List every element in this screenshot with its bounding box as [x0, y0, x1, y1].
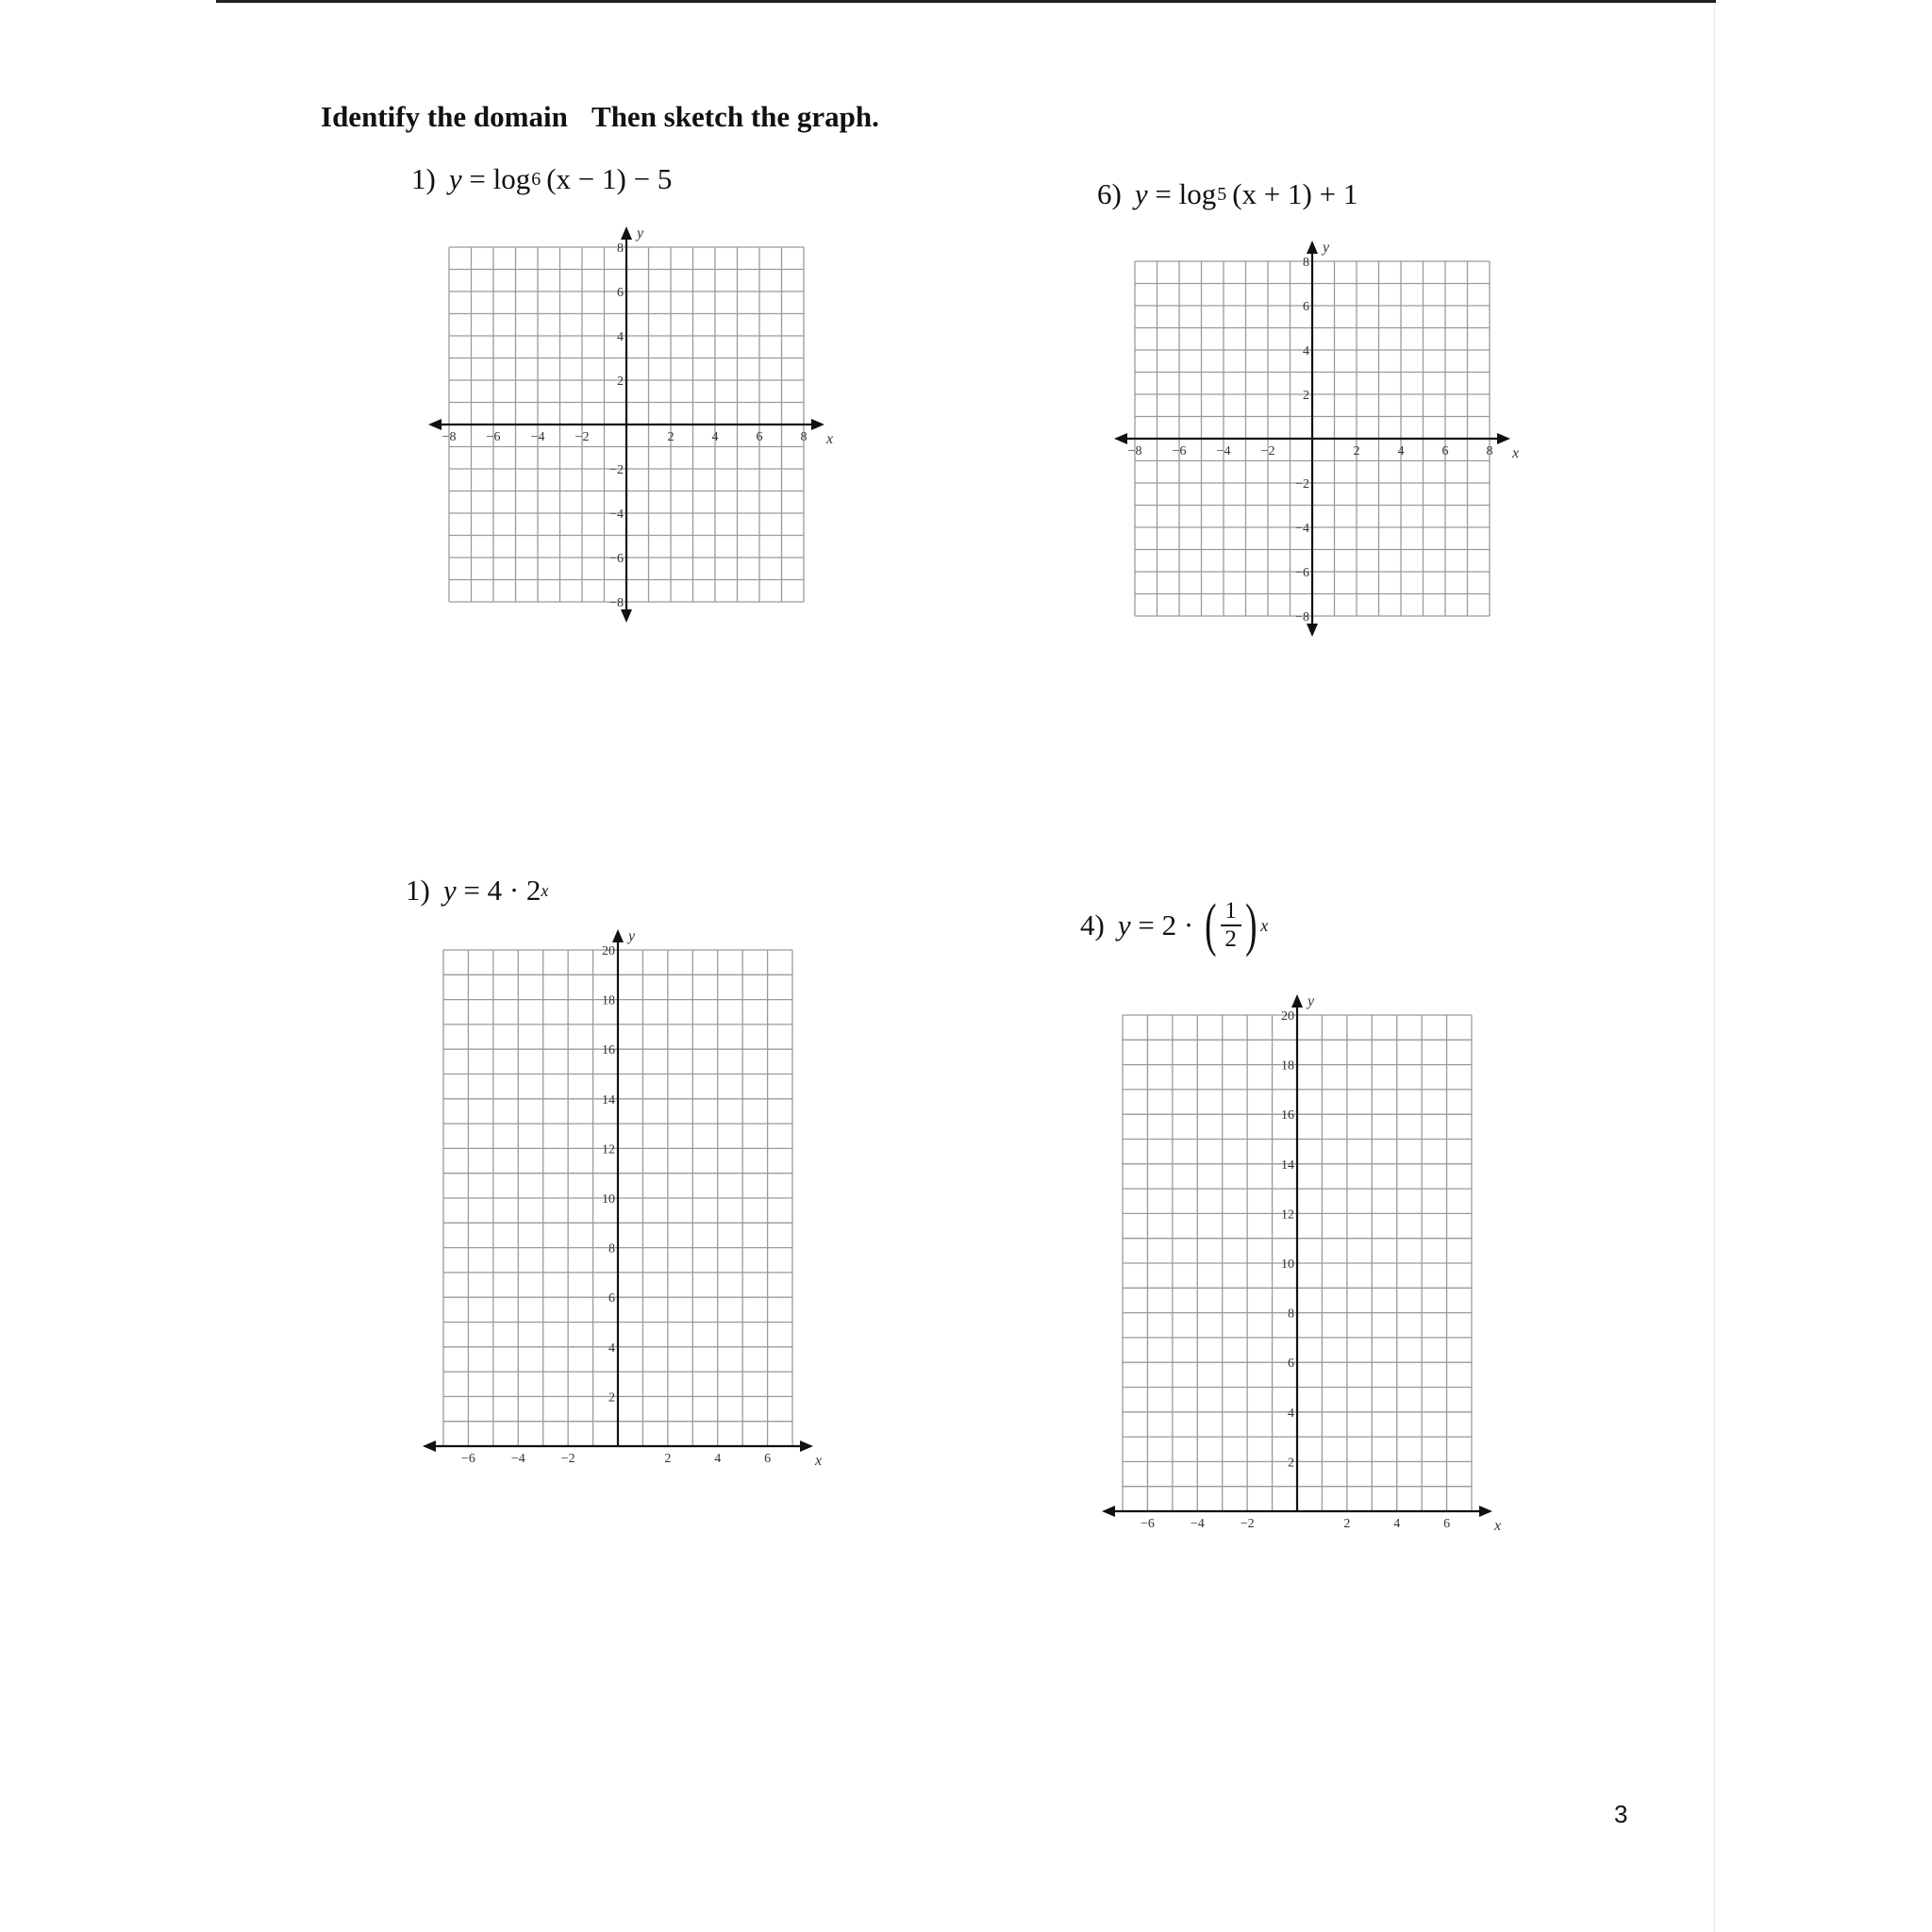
x-tick-label: 2 [664, 1452, 672, 1466]
left-paren: ( [1205, 893, 1217, 958]
equals-sign: = [1155, 177, 1172, 210]
y-tick-label: 6 [617, 286, 624, 300]
equation-constant: + 1 [1319, 177, 1358, 210]
problem-1b-equation [406, 874, 548, 908]
log-function: log [492, 162, 531, 195]
y-tick-label: 16 [1281, 1108, 1294, 1124]
y-tick-label: 18 [602, 993, 615, 1008]
y-tick-label: 4 [617, 330, 624, 344]
log-base: 5 [1217, 183, 1227, 205]
y-tick-label: 10 [1281, 1257, 1294, 1272]
equals-sign: = [469, 162, 486, 195]
problem-number: 4) [1080, 908, 1105, 941]
x-axis-arrow-right [811, 419, 824, 430]
problem-4-equation [1080, 893, 1269, 958]
y-tick-label: −2 [609, 463, 624, 477]
graph-grid-6[interactable] [1110, 233, 1525, 648]
x-tick-label: 6 [764, 1452, 772, 1466]
x-tick-label: 2 [1353, 444, 1360, 458]
x-tick-label: −6 [1140, 1517, 1155, 1531]
graph-grid-4[interactable] [1092, 985, 1507, 1551]
y-tick-label: −4 [1295, 522, 1309, 536]
right-paren: ) [1244, 893, 1257, 958]
x-tick-label: 4 [1393, 1517, 1401, 1531]
x-tick-label: 6 [1443, 1517, 1451, 1531]
page-number: 3 [1614, 1800, 1628, 1828]
problem-6-equation [1097, 177, 1357, 211]
x-tick-label: 4 [714, 1452, 722, 1466]
problem-number: 1) [411, 162, 436, 195]
y-tick-label: 4 [1288, 1406, 1294, 1421]
x-axis-label: x [1494, 1518, 1502, 1534]
y-tick-label: −2 [1295, 477, 1309, 491]
y-tick-label: 12 [1281, 1208, 1294, 1223]
x-axis-arrow-left [423, 1441, 436, 1452]
equation-coefficient: 4 · 2 [487, 874, 541, 907]
equation-lhs: y [448, 162, 462, 195]
y-tick-label: 6 [1303, 300, 1309, 314]
y-axis-arrow-up [612, 929, 624, 942]
x-axis-arrow-left [1114, 433, 1127, 444]
exponent: x [541, 880, 549, 900]
graph-grid-1b[interactable] [413, 920, 828, 1486]
y-tick-label: 14 [1281, 1158, 1294, 1173]
y-axis-arrow-down [621, 609, 632, 623]
fraction-denominator: 2 [1224, 926, 1237, 952]
y-tick-label: 2 [617, 375, 624, 389]
log-base: 6 [531, 168, 541, 190]
x-axis-arrow-left [1102, 1506, 1115, 1517]
y-tick-label: 8 [617, 242, 624, 256]
y-tick-label: −6 [609, 552, 624, 566]
x-axis-arrow-right [1479, 1506, 1492, 1517]
equals-sign: = [463, 874, 480, 907]
y-tick-label: 20 [1281, 1009, 1294, 1024]
instruction-part-1: Identify the domain [321, 100, 568, 133]
y-tick-label: 4 [608, 1341, 615, 1356]
problem-1-equation [411, 162, 672, 196]
x-axis-arrow-right [1497, 433, 1510, 444]
exponent: x [1260, 915, 1269, 935]
x-tick-label: −2 [1240, 1517, 1255, 1531]
problem-number: 1) [406, 874, 430, 907]
y-tick-label: 2 [1303, 389, 1309, 403]
x-tick-label: 2 [1343, 1517, 1351, 1531]
y-tick-label: 4 [1303, 344, 1309, 358]
x-tick-label: −2 [560, 1452, 575, 1466]
page-top-rule [216, 0, 1716, 3]
y-tick-label: 6 [1288, 1357, 1294, 1372]
equation-lhs: y [1117, 908, 1131, 941]
x-axis-arrow-left [428, 419, 441, 430]
equation-lhs: y [442, 874, 457, 907]
y-tick-label: 18 [1281, 1058, 1294, 1074]
x-tick-label: −8 [441, 430, 457, 444]
log-function: log [1178, 177, 1217, 210]
y-tick-label: 2 [1288, 1456, 1294, 1471]
y-axis-label: y [1323, 240, 1330, 256]
equals-sign: = [1138, 908, 1155, 941]
x-axis-label: x [1512, 445, 1520, 461]
x-tick-label: −6 [460, 1452, 475, 1466]
y-axis-arrow-up [621, 226, 632, 240]
y-axis-label: y [1307, 993, 1315, 1009]
x-tick-label: 4 [1397, 444, 1405, 458]
y-tick-label: 10 [602, 1192, 615, 1207]
instruction-part-2: Then sketch the graph. [591, 100, 879, 133]
x-tick-label: 6 [756, 430, 763, 444]
x-axis-arrow-right [800, 1441, 813, 1452]
x-axis-label: x [815, 1453, 823, 1469]
x-tick-label: −2 [1260, 444, 1275, 458]
instructions [321, 100, 896, 134]
equation-constant: − 5 [633, 162, 673, 195]
x-tick-label: −2 [575, 430, 590, 444]
y-tick-label: −4 [609, 508, 624, 522]
log-argument: (x − 1) [546, 162, 626, 195]
graph-grid-1[interactable] [425, 217, 840, 632]
y-tick-label: 20 [602, 944, 615, 958]
y-tick-label: 6 [608, 1291, 615, 1307]
x-tick-label: 4 [711, 430, 719, 444]
x-tick-label: −6 [1172, 444, 1187, 458]
fraction [1221, 899, 1241, 953]
y-axis-label: y [628, 928, 636, 944]
x-tick-label: −4 [1216, 444, 1231, 458]
x-tick-label: 2 [667, 430, 675, 444]
x-tick-label: 6 [1441, 444, 1449, 458]
equation-lhs: y [1134, 177, 1148, 210]
page-right-edge [1714, 3, 1715, 1932]
y-axis-arrow-up [1291, 994, 1303, 1008]
log-argument: (x + 1) [1232, 177, 1312, 210]
y-tick-label: 8 [1288, 1307, 1294, 1322]
x-tick-label: −4 [510, 1452, 525, 1466]
y-tick-label: 12 [602, 1142, 615, 1158]
equation-coefficient: 2 · [1161, 908, 1194, 941]
x-tick-label: −4 [1190, 1517, 1205, 1531]
x-tick-label: 8 [1486, 444, 1493, 458]
y-tick-label: −6 [1295, 566, 1309, 580]
x-tick-label: −6 [486, 430, 501, 444]
y-axis-arrow-down [1307, 624, 1318, 637]
y-tick-label: −8 [609, 596, 624, 610]
y-tick-label: 8 [608, 1241, 615, 1257]
problem-number: 6) [1097, 177, 1122, 210]
y-tick-label: 14 [602, 1092, 615, 1108]
y-axis-label: y [637, 225, 644, 242]
x-tick-label: 8 [800, 430, 808, 444]
y-tick-label: 8 [1303, 256, 1309, 270]
y-axis-arrow-up [1307, 241, 1318, 254]
x-tick-label: −8 [1127, 444, 1142, 458]
y-tick-label: −8 [1295, 610, 1309, 625]
y-tick-label: 2 [608, 1391, 615, 1406]
fraction-numerator: 1 [1224, 897, 1237, 924]
x-tick-label: −4 [530, 430, 545, 444]
y-tick-label: 16 [602, 1043, 615, 1058]
x-axis-label: x [826, 431, 834, 447]
